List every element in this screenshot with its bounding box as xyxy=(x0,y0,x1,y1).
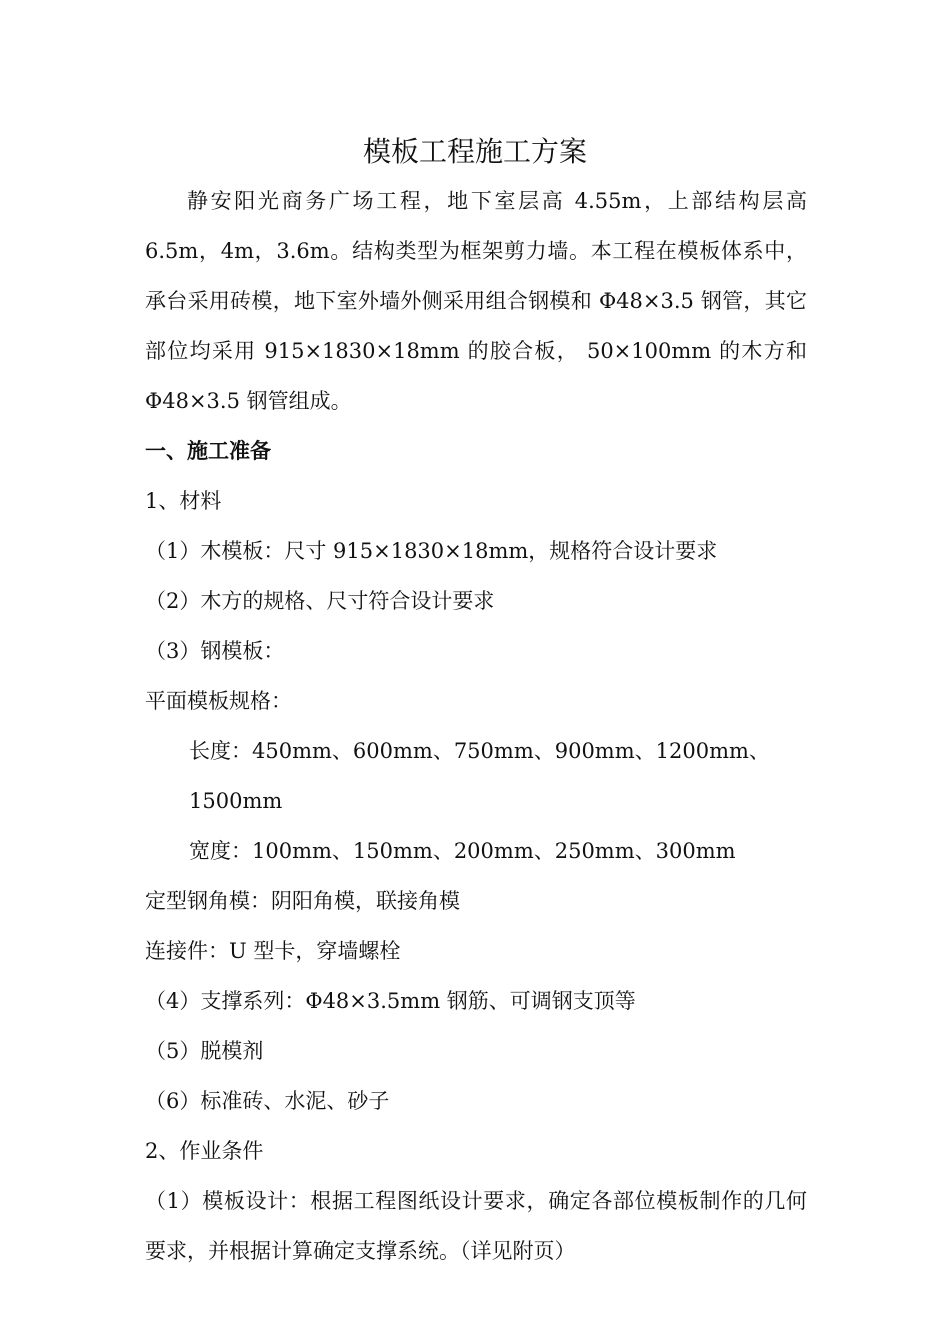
intro-paragraph: 静安阳光商务广场工程，地下室层高 4.55m，上部结构层高 6.5m，4m，3.6m。结构类型为框架剪力墙。本工程在模板体系中，承台采用砖模，地下室外墙外侧采用组合钢模和 Φ48×3.5 钢管，其它部位均采用 915×1830×18mm 的胶合板， 50×100mm 的木方和 Φ48×3.5 钢管组成。 xyxy=(145,189,807,413)
section-heading-preparation: 一、施工准备 xyxy=(145,439,271,463)
list-item-wood-formwork: （1）木模板：尺寸 915×1830×18mm，规格符合设计要求 xyxy=(145,539,718,563)
list-item-bricks-cement-sand: （6）标准砖、水泥、砂子 xyxy=(145,1089,390,1113)
list-item-support-system: （4）支撑系列：Φ48×3.5mm 钢筋、可调钢支顶等 xyxy=(145,989,636,1013)
spec-length: 长度：450mm、600mm、750mm、900mm、1200mm、1500mm xyxy=(189,739,770,813)
document-title: 模板工程施工方案 xyxy=(362,135,587,168)
corner-formwork-spec: 定型钢角模：阴阳角模，联接角模 xyxy=(145,889,460,913)
condition-formwork-design: （1）模板设计：根据工程图纸设计要求，确定各部位模板制作的几何要求，并根据计算确定支撑系统。（详见附页） xyxy=(145,1189,807,1263)
list-item-steel-formwork: （3）钢模板： xyxy=(145,639,285,663)
subsection-materials: 1、材料 xyxy=(145,489,222,513)
spec-width: 宽度：100mm、150mm、200mm、250mm、300mm xyxy=(189,839,736,863)
subsection-work-conditions: 2、作业条件 xyxy=(145,1139,264,1163)
connector-spec: 连接件：U 型卡，穿墙螺栓 xyxy=(145,939,401,963)
list-item-release-agent: （5）脱模剂 xyxy=(145,1039,264,1063)
document-body xyxy=(145,176,807,1276)
list-item-timber: （2）木方的规格、尺寸符合设计要求 xyxy=(145,589,495,613)
flat-formwork-spec-label: 平面模板规格： xyxy=(145,689,292,713)
